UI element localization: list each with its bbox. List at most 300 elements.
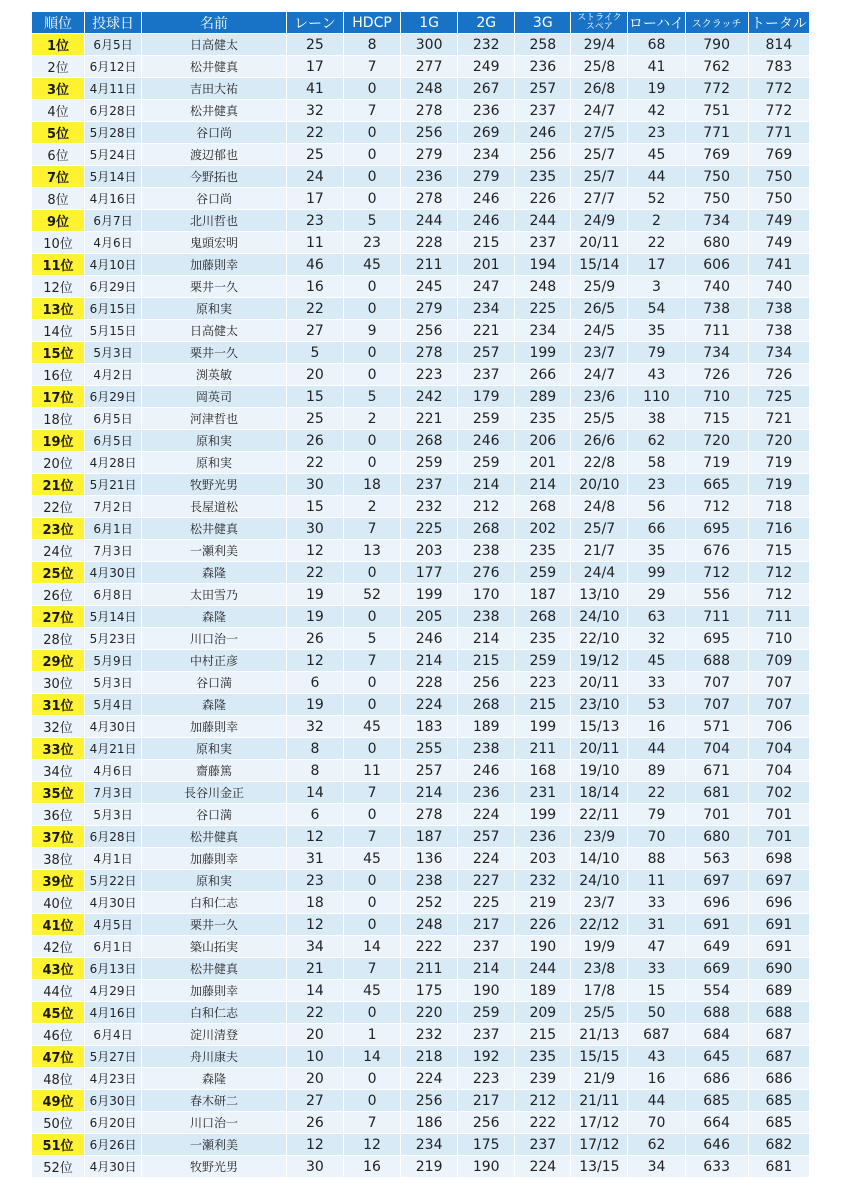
hdcp-cell: 14: [344, 1046, 401, 1068]
strike-spare-cell: 27/7: [571, 188, 628, 210]
strike-spare-cell: 27/5: [571, 122, 628, 144]
low-high-cell: 33: [628, 958, 685, 980]
game1-cell: 223: [401, 364, 458, 386]
total-cell: 691: [749, 914, 810, 936]
name-cell: 谷口満: [142, 672, 287, 694]
lane-cell: 41: [287, 78, 344, 100]
date-cell: 6月28日: [85, 100, 142, 122]
game2-cell: 237: [458, 936, 515, 958]
table-row: [32, 892, 810, 914]
rank-cell: 30位: [32, 672, 85, 694]
rank-cell: 18位: [32, 408, 85, 430]
table-row: [32, 122, 810, 144]
strike-spare-cell: 23/10: [571, 694, 628, 716]
game3-cell: 203: [515, 848, 571, 870]
strike-spare-cell: 21/7: [571, 540, 628, 562]
date-cell: 6月1日: [85, 518, 142, 540]
game3-cell: 234: [515, 320, 571, 342]
name-cell: 谷口尚: [142, 188, 287, 210]
name-cell: 森隆: [142, 694, 287, 716]
game3-cell: 168: [515, 760, 571, 782]
rank-cell: 49位: [32, 1090, 85, 1112]
table-row: [32, 606, 810, 628]
hdcp-cell: 5: [344, 628, 401, 650]
game3-cell: 187: [515, 584, 571, 606]
date-cell: 5月3日: [85, 804, 142, 826]
hdcp-cell: 0: [344, 364, 401, 386]
game2-cell: 249: [458, 56, 515, 78]
game2-cell: 256: [458, 1112, 515, 1134]
total-cell: 726: [749, 364, 810, 386]
lane-cell: 19: [287, 606, 344, 628]
game1-cell: 279: [401, 144, 458, 166]
scratch-cell: 719: [686, 452, 749, 474]
table-row: [32, 826, 810, 848]
total-cell: 719: [749, 452, 810, 474]
game1-cell: 237: [401, 474, 458, 496]
lane-cell: 21: [287, 958, 344, 980]
game3-cell: 231: [515, 782, 571, 804]
total-cell: 687: [749, 1046, 810, 1068]
name-cell: 松井健真: [142, 826, 287, 848]
low-high-cell: 34: [628, 1156, 685, 1178]
rank-cell: 47位: [32, 1046, 85, 1068]
game1-cell: 225: [401, 518, 458, 540]
total-cell: 716: [749, 518, 810, 540]
game1-cell: 220: [401, 1002, 458, 1024]
scratch-cell: 646: [686, 1134, 749, 1156]
total-cell: 698: [749, 848, 810, 870]
strike-spare-cell: 26/8: [571, 78, 628, 100]
name-cell: 谷口尚: [142, 122, 287, 144]
game3-cell: 232: [515, 870, 571, 892]
name-cell: 森隆: [142, 1068, 287, 1090]
rank-cell: 42位: [32, 936, 85, 958]
game1-cell: 246: [401, 628, 458, 650]
game1-cell: 257: [401, 760, 458, 782]
total-cell: 783: [749, 56, 810, 78]
date-cell: 4月28日: [85, 452, 142, 474]
date-cell: 4月30日: [85, 562, 142, 584]
hdcp-cell: 7: [344, 100, 401, 122]
total-cell: 697: [749, 870, 810, 892]
game1-cell: 186: [401, 1112, 458, 1134]
table-row: [32, 1024, 810, 1046]
low-high-cell: 3: [628, 276, 685, 298]
table-row: [32, 562, 810, 584]
rank-cell: 9位: [32, 210, 85, 232]
rank-cell: 40位: [32, 892, 85, 914]
game3-cell: 244: [515, 958, 571, 980]
strike-spare-cell: 24/5: [571, 320, 628, 342]
scratch-cell: 649: [686, 936, 749, 958]
table-row: [32, 540, 810, 562]
rank-cell: 6位: [32, 144, 85, 166]
game3-cell: 224: [515, 1156, 571, 1178]
game1-cell: 277: [401, 56, 458, 78]
lane-cell: 31: [287, 848, 344, 870]
game1-cell: 219: [401, 1156, 458, 1178]
total-cell: 688: [749, 1002, 810, 1024]
scratch-cell: 669: [686, 958, 749, 980]
lane-cell: 22: [287, 122, 344, 144]
hdcp-cell: 0: [344, 298, 401, 320]
table-row: [32, 276, 810, 298]
total-cell: 710: [749, 628, 810, 650]
table-row: [32, 1090, 810, 1112]
rank-cell: 8位: [32, 188, 85, 210]
strike-spare-cell: 24/7: [571, 100, 628, 122]
game3-cell: 190: [515, 936, 571, 958]
lane-cell: 15: [287, 496, 344, 518]
header-spare-label: スペア: [585, 21, 613, 32]
strike-spare-cell: 20/11: [571, 738, 628, 760]
game2-cell: 179: [458, 386, 515, 408]
hdcp-cell: 0: [344, 1090, 401, 1112]
table-row: [32, 914, 810, 936]
name-cell: 谷口満: [142, 804, 287, 826]
date-cell: 4月29日: [85, 980, 142, 1002]
strike-spare-cell: 22/11: [571, 804, 628, 826]
low-high-cell: 23: [628, 474, 685, 496]
game2-cell: 217: [458, 1090, 515, 1112]
game1-cell: 218: [401, 1046, 458, 1068]
name-cell: 舟川康夫: [142, 1046, 287, 1068]
strike-spare-cell: 25/7: [571, 144, 628, 166]
low-high-cell: 42: [628, 100, 685, 122]
game2-cell: 170: [458, 584, 515, 606]
score-table-body: [32, 34, 810, 1178]
scratch-cell: 750: [686, 188, 749, 210]
lane-cell: 8: [287, 760, 344, 782]
game3-cell: 235: [515, 1046, 571, 1068]
game2-cell: 259: [458, 452, 515, 474]
strike-spare-cell: 15/15: [571, 1046, 628, 1068]
date-cell: 6月20日: [85, 1112, 142, 1134]
header-low-high: ローハイ: [628, 12, 685, 34]
strike-spare-cell: 17/12: [571, 1112, 628, 1134]
hdcp-cell: 0: [344, 562, 401, 584]
rank-cell: 39位: [32, 870, 85, 892]
hdcp-cell: 7: [344, 56, 401, 78]
low-high-cell: 41: [628, 56, 685, 78]
rank-cell: 20位: [32, 452, 85, 474]
strike-spare-cell: 20/11: [571, 232, 628, 254]
game1-cell: 278: [401, 188, 458, 210]
total-cell: 711: [749, 606, 810, 628]
game1-cell: 222: [401, 936, 458, 958]
hdcp-cell: 1: [344, 1024, 401, 1046]
low-high-cell: 79: [628, 342, 685, 364]
game2-cell: 221: [458, 320, 515, 342]
date-cell: 6月26日: [85, 1134, 142, 1156]
game3-cell: 235: [515, 166, 571, 188]
date-cell: 6月29日: [85, 276, 142, 298]
total-cell: 707: [749, 694, 810, 716]
hdcp-cell: 7: [344, 1112, 401, 1134]
scratch-cell: 606: [686, 254, 749, 276]
strike-spare-cell: 23/7: [571, 342, 628, 364]
total-cell: 725: [749, 386, 810, 408]
name-cell: 長屋道松: [142, 496, 287, 518]
game1-cell: 255: [401, 738, 458, 760]
game3-cell: 214: [515, 474, 571, 496]
game1-cell: 256: [401, 320, 458, 342]
low-high-cell: 17: [628, 254, 685, 276]
game3-cell: 212: [515, 1090, 571, 1112]
date-cell: 7月3日: [85, 540, 142, 562]
scratch-cell: 664: [686, 1112, 749, 1134]
scratch-cell: 685: [686, 1090, 749, 1112]
game3-cell: 236: [515, 56, 571, 78]
hdcp-cell: 11: [344, 760, 401, 782]
low-high-cell: 70: [628, 1112, 685, 1134]
low-high-cell: 45: [628, 650, 685, 672]
game2-cell: 237: [458, 1024, 515, 1046]
hdcp-cell: 0: [344, 672, 401, 694]
game2-cell: 189: [458, 716, 515, 738]
game1-cell: 300: [401, 34, 458, 56]
low-high-cell: 35: [628, 540, 685, 562]
table-row: [32, 716, 810, 738]
game2-cell: 236: [458, 100, 515, 122]
strike-spare-cell: 24/10: [571, 606, 628, 628]
date-cell: 4月1日: [85, 848, 142, 870]
scratch-cell: 715: [686, 408, 749, 430]
scratch-cell: 734: [686, 210, 749, 232]
name-cell: 鬼頭宏明: [142, 232, 287, 254]
date-cell: 7月3日: [85, 782, 142, 804]
low-high-cell: 56: [628, 496, 685, 518]
lane-cell: 22: [287, 298, 344, 320]
low-high-cell: 110: [628, 386, 685, 408]
lane-cell: 10: [287, 1046, 344, 1068]
date-cell: 5月3日: [85, 342, 142, 364]
game1-cell: 245: [401, 276, 458, 298]
low-high-cell: 68: [628, 34, 685, 56]
total-cell: 712: [749, 584, 810, 606]
total-cell: 690: [749, 958, 810, 980]
date-cell: 4月11日: [85, 78, 142, 100]
game2-cell: 268: [458, 694, 515, 716]
game2-cell: 247: [458, 276, 515, 298]
lane-cell: 20: [287, 1068, 344, 1090]
low-high-cell: 33: [628, 892, 685, 914]
table-row: [32, 408, 810, 430]
game2-cell: 227: [458, 870, 515, 892]
lane-cell: 25: [287, 144, 344, 166]
scratch-cell: 571: [686, 716, 749, 738]
low-high-cell: 70: [628, 826, 685, 848]
game1-cell: 278: [401, 100, 458, 122]
total-cell: 749: [749, 232, 810, 254]
lane-cell: 12: [287, 826, 344, 848]
date-cell: 6月29日: [85, 386, 142, 408]
scratch-cell: 762: [686, 56, 749, 78]
rank-cell: 5位: [32, 122, 85, 144]
date-cell: 5月28日: [85, 122, 142, 144]
lane-cell: 12: [287, 914, 344, 936]
lane-cell: 24: [287, 166, 344, 188]
scratch-cell: 686: [686, 1068, 749, 1090]
rank-cell: 33位: [32, 738, 85, 760]
total-cell: 712: [749, 562, 810, 584]
strike-spare-cell: 25/5: [571, 1002, 628, 1024]
total-cell: 685: [749, 1112, 810, 1134]
total-cell: 689: [749, 980, 810, 1002]
total-cell: 734: [749, 342, 810, 364]
game2-cell: 217: [458, 914, 515, 936]
low-high-cell: 22: [628, 232, 685, 254]
lane-cell: 27: [287, 320, 344, 342]
low-high-cell: 88: [628, 848, 685, 870]
date-cell: 6月30日: [85, 1090, 142, 1112]
game2-cell: 276: [458, 562, 515, 584]
table-row: [32, 298, 810, 320]
table-row: [32, 584, 810, 606]
total-cell: 720: [749, 430, 810, 452]
low-high-cell: 62: [628, 430, 685, 452]
hdcp-cell: 7: [344, 826, 401, 848]
total-cell: 685: [749, 1090, 810, 1112]
date-cell: 6月12日: [85, 56, 142, 78]
rank-cell: 10位: [32, 232, 85, 254]
low-high-cell: 2: [628, 210, 685, 232]
rank-cell: 12位: [32, 276, 85, 298]
name-cell: 日高健太: [142, 320, 287, 342]
strike-spare-cell: 18/14: [571, 782, 628, 804]
game1-cell: 214: [401, 782, 458, 804]
game3-cell: 225: [515, 298, 571, 320]
rank-cell: 29位: [32, 650, 85, 672]
hdcp-cell: 23: [344, 232, 401, 254]
hdcp-cell: 0: [344, 430, 401, 452]
scratch-cell: 696: [686, 892, 749, 914]
table-row: [32, 804, 810, 826]
strike-spare-cell: 25/7: [571, 166, 628, 188]
game3-cell: 202: [515, 518, 571, 540]
strike-spare-cell: 20/11: [571, 672, 628, 694]
lane-cell: 5: [287, 342, 344, 364]
low-high-cell: 38: [628, 408, 685, 430]
game2-cell: 246: [458, 760, 515, 782]
game1-cell: 238: [401, 870, 458, 892]
name-cell: 一瀬利美: [142, 540, 287, 562]
hdcp-cell: 7: [344, 650, 401, 672]
table-row: [32, 738, 810, 760]
date-cell: 6月15日: [85, 298, 142, 320]
game1-cell: 244: [401, 210, 458, 232]
low-high-cell: 16: [628, 716, 685, 738]
low-high-cell: 44: [628, 1090, 685, 1112]
table-row: [32, 694, 810, 716]
strike-spare-cell: 26/5: [571, 298, 628, 320]
hdcp-cell: 7: [344, 518, 401, 540]
lane-cell: 20: [287, 364, 344, 386]
total-cell: 691: [749, 936, 810, 958]
lane-cell: 34: [287, 936, 344, 958]
date-cell: 6月28日: [85, 826, 142, 848]
table-row: [32, 518, 810, 540]
hdcp-cell: 0: [344, 694, 401, 716]
hdcp-cell: 0: [344, 166, 401, 188]
name-cell: 渡辺郁也: [142, 144, 287, 166]
strike-spare-cell: 22/8: [571, 452, 628, 474]
date-cell: 5月14日: [85, 166, 142, 188]
scratch-cell: 645: [686, 1046, 749, 1068]
hdcp-cell: 0: [344, 1068, 401, 1090]
game1-cell: 256: [401, 122, 458, 144]
rank-cell: 7位: [32, 166, 85, 188]
game1-cell: 224: [401, 1068, 458, 1090]
hdcp-cell: 14: [344, 936, 401, 958]
low-high-cell: 50: [628, 1002, 685, 1024]
name-cell: 築山拓実: [142, 936, 287, 958]
scratch-cell: 688: [686, 650, 749, 672]
strike-spare-cell: 14/10: [571, 848, 628, 870]
hdcp-cell: 0: [344, 870, 401, 892]
scratch-cell: 738: [686, 298, 749, 320]
name-cell: 森隆: [142, 562, 287, 584]
low-high-cell: 29: [628, 584, 685, 606]
name-cell: 松井健真: [142, 56, 287, 78]
game1-cell: 175: [401, 980, 458, 1002]
game1-cell: 203: [401, 540, 458, 562]
total-cell: 750: [749, 188, 810, 210]
total-cell: 704: [749, 760, 810, 782]
low-high-cell: 35: [628, 320, 685, 342]
name-cell: 牧野光男: [142, 474, 287, 496]
game2-cell: 225: [458, 892, 515, 914]
game2-cell: 224: [458, 804, 515, 826]
name-cell: 川口治一: [142, 628, 287, 650]
name-cell: 牧野光男: [142, 1156, 287, 1178]
table-row: [32, 210, 810, 232]
name-cell: 今野拓也: [142, 166, 287, 188]
scratch-cell: 695: [686, 518, 749, 540]
game2-cell: 267: [458, 78, 515, 100]
table-row: [32, 386, 810, 408]
strike-spare-cell: 25/9: [571, 276, 628, 298]
game1-cell: 136: [401, 848, 458, 870]
rank-cell: 28位: [32, 628, 85, 650]
table-row: [32, 628, 810, 650]
strike-spare-cell: 23/8: [571, 958, 628, 980]
date-cell: 4月5日: [85, 914, 142, 936]
game3-cell: 226: [515, 914, 571, 936]
table-row: [32, 232, 810, 254]
scratch-cell: 790: [686, 34, 749, 56]
hdcp-cell: 0: [344, 452, 401, 474]
low-high-cell: 19: [628, 78, 685, 100]
hdcp-cell: 7: [344, 782, 401, 804]
rank-cell: 32位: [32, 716, 85, 738]
hdcp-cell: 2: [344, 408, 401, 430]
scratch-cell: 740: [686, 276, 749, 298]
date-cell: 5月21日: [85, 474, 142, 496]
lane-cell: 16: [287, 276, 344, 298]
game1-cell: 278: [401, 342, 458, 364]
lane-cell: 12: [287, 650, 344, 672]
game1-cell: 228: [401, 232, 458, 254]
game2-cell: 212: [458, 496, 515, 518]
scratch-cell: 771: [686, 122, 749, 144]
total-cell: 772: [749, 100, 810, 122]
strike-spare-cell: 23/6: [571, 386, 628, 408]
total-cell: 740: [749, 276, 810, 298]
header-rank: 順位: [32, 12, 85, 34]
game2-cell: 257: [458, 826, 515, 848]
